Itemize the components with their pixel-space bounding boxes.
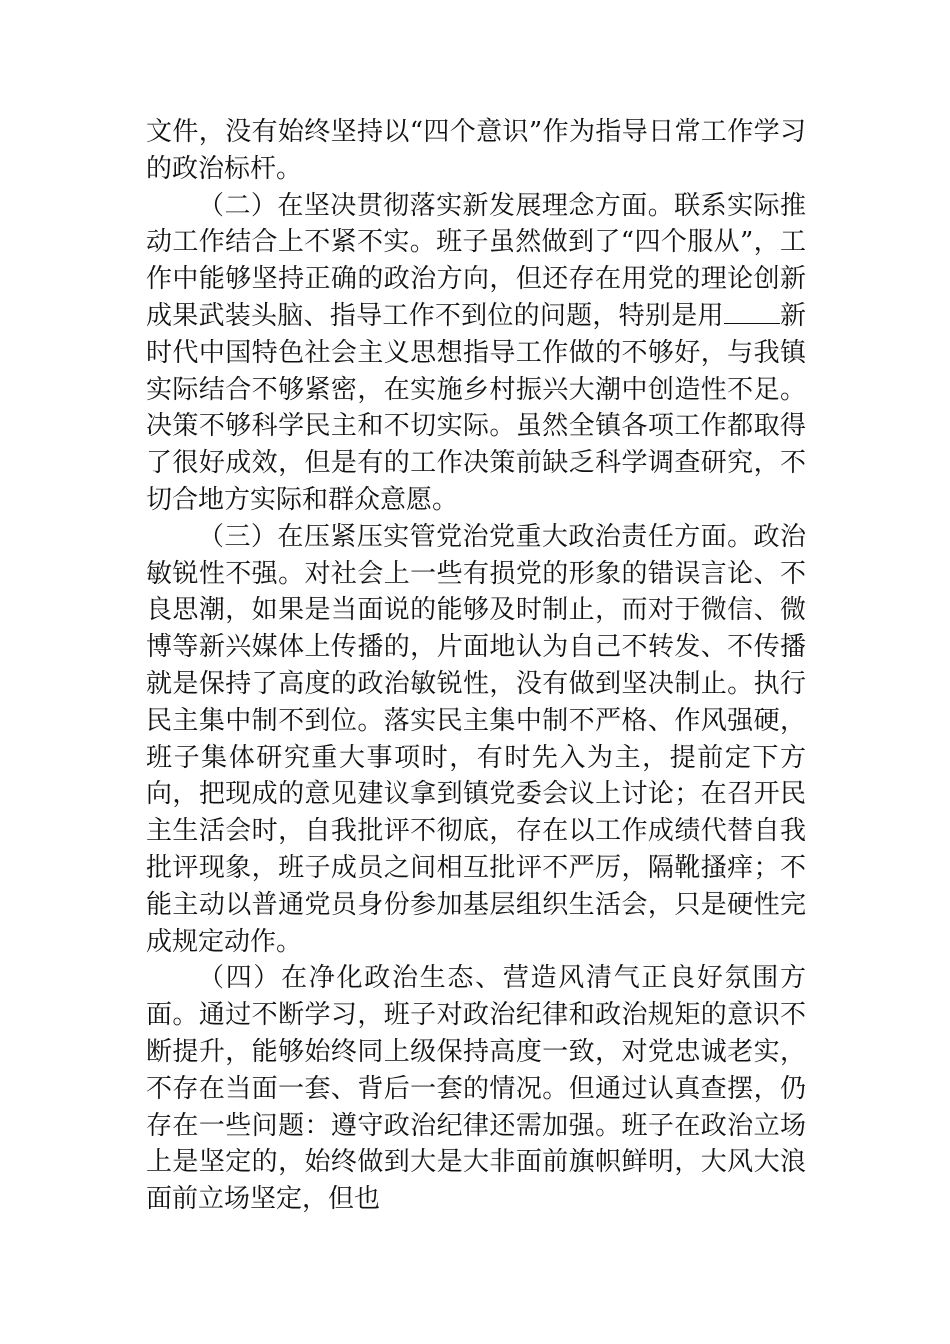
paragraph-section-two-text-start: （二）在坚决贯彻落实新发展理念方面。联系实际推动工作结合上不紧不实。班子虽然做到了“四个服从”，工作中能够坚持正确的政治方向，但还存在用党的理论创新成果武装头脑、指导工作不到位的问题，特别是用: [146, 190, 806, 331]
paragraph-section-two: [146, 188, 806, 519]
paragraph-section-two-text-end: 新时代中国特色社会主义思想指导工作做的不够好，与我镇实际结合不够紧密，在实施乡村振兴大潮中创造性不足。决策不够科学民主和不切实际。虽然全镇各项工作都取得了很好成效，但是有的工作决策前缺乏科学调查研究，不切合地方实际和群众意愿。: [146, 300, 806, 515]
blank-underline: [724, 301, 780, 324]
paragraph-section-three: （三）在压紧压实管党治党重大政治责任方面。政治敏锐性不强。对社会上一些有损党的形象的错误言论、不良思潮，如果是当面说的能够及时制止，而对于微信、微博等新兴媒体上传播的，片面地认为自己不转发、不传播就是保持了高度的政治敏锐性，没有做到坚决制止。执行民主集中制不到位。落实民主集中制不严格、作风强硬，班子集体研究重大事项时，有时先入为主，提前定下方向，把现成的意见建议拿到镇党委会议上讨论；在召开民主生活会时，自我批评不彻底，存在以工作成绩代替自我批评现象，班子成员之间相互批评不严厉，隔靴搔痒；不能主动以普通党员身份参加基层组织生活会，只是硬性完成规定动作。: [146, 521, 806, 957]
paragraph-section-four: （四）在净化政治生态、营造风清气正良好氛围方面。通过不断学习，班子对政治纪律和政治规矩的意识不断提升，能够始终同上级保持高度一致，对党忠诚老实，不存在当面一套、背后一套的情况。但通过认真查摆，仍存在一些问题：遵守政治纪律还需加强。班子在政治立场上是坚定的，始终做到大是大非面前旗帜鲜明，大风大浪面前立场坚定，但也: [146, 963, 806, 1215]
paragraph-continuation: 文件，没有始终坚持以“四个意识”作为指导日常工作学习的政治标杆。: [146, 117, 806, 184]
document-page: [146, 114, 806, 1218]
